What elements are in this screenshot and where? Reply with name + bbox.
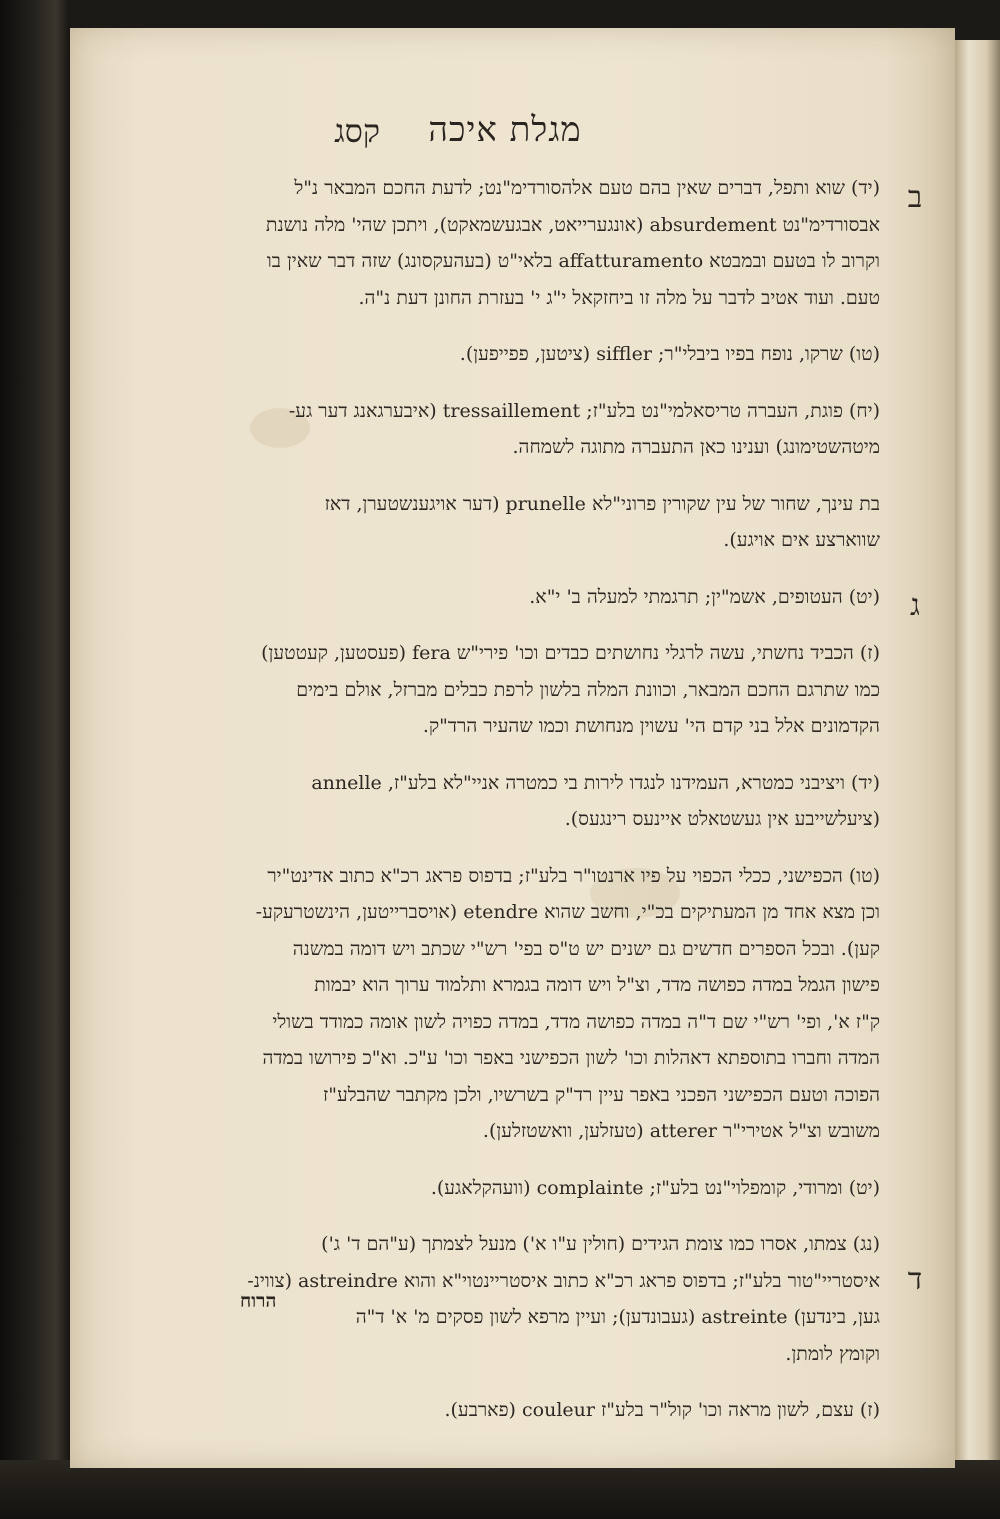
- page-header: [70, 100, 940, 170]
- text-line: (נג) צמתו, אסרו כמו צומת הגידים (חולין ע"ו א') מנעל לצמתך (ע"הם ד' ג'): [321, 1233, 880, 1255]
- text-line: (יט) העטופים, אשמ"ין; תרגמתי למעלה ב' י"א.: [529, 585, 880, 608]
- margin-letter-gimel: ג: [910, 588, 920, 623]
- text-line: (יד) ויציבני כמטרא, העמידנו לנגדו לירות בי כמטרה אניי"לא בלע"ז, annelle: [311, 771, 880, 794]
- text-line: (טו) שרקו, נופח בפיו ביבלי"ר; siffler (ציטען, פפייפען).: [459, 343, 880, 365]
- text-line: וקומץ לומתן.: [785, 1342, 880, 1365]
- commentary-text: [155, 170, 880, 1449]
- margin-letter-bet: ב: [907, 180, 923, 215]
- commentary-entry: [155, 336, 880, 373]
- text-line: בת עינך, שחור של עין שקורין פרוני"לא prunelle (דער אויגענשטערן, דאז: [324, 492, 880, 515]
- text-line: (יד) שוא ותפל, דברים שאין בהם טעם אלהסורדימ"נט; לדעת החכם המבאר נ"ל: [294, 177, 880, 199]
- commentary-entry: [155, 858, 880, 1150]
- text-line: אבסורדימ"נט absurdement (אונגערייאט, אבגעשמאקט), ויתכן שהי' מלה נושנת: [265, 213, 880, 236]
- text-line: (ציעלשייבע אין געשטאלט איינעס רינגעס).: [564, 808, 880, 830]
- commentary-entry: [155, 1392, 880, 1429]
- book-binding-bottom: [0, 1460, 1000, 1519]
- commentary-entry: [155, 170, 880, 316]
- book-binding-left: [0, 0, 70, 1519]
- text-line: טעם. ועוד אטיב לדבר על מלה זו ביחזקאל י"ג י' בעזרת החונן דעת נ"ה.: [358, 286, 880, 309]
- text-line: מיטהשטימונג) וענינו כאן התעברה מתוגה לשמחה.: [512, 436, 880, 458]
- page-number: קסג: [334, 112, 380, 150]
- text-line: וקרוב לו בטעם ובמבטא affatturamento בלאי"ט (בעהעקסונג) שזה דבר שאין בו: [266, 250, 880, 272]
- catchword: הרוח: [240, 1290, 277, 1312]
- text-line: שווארצע אים אויגע).: [723, 529, 880, 551]
- commentary-entry: [155, 393, 880, 466]
- margin-letter-dalet: ד: [907, 1262, 923, 1297]
- commentary-entry: [155, 635, 880, 745]
- text-line: וכן מצא אחד מן המעתיקים בכ"י, וחשב שהוא etendre (אויסברייטען, הינשטרעקע-: [255, 901, 880, 923]
- text-line: (ז) עצם, לשון מראה וכו' קול"ר בלע"ז couleur (פארבע).: [444, 1399, 880, 1421]
- commentary-entry: [155, 486, 880, 559]
- text-line: (טו) הכפישני, ככלי הכפוי על פיו ארנטו"ר בלע"ז; בדפוס פראג רכ"א כתוב אדינט"יר: [267, 864, 880, 887]
- text-line: (יט) ומרודי, קומפלוי"נט בלע"ז; complainte (וועהקלאגע).: [430, 1176, 880, 1199]
- text-line: (יח) פוגת, העברה טריסאלמי"נט בלע"ז; tressaillement (איבערגאנג דער גע-: [288, 399, 880, 422]
- text-line: גען, בינדען) astreinte (געבונדען); ועיין מרפא לשון פסקים מ' א' ד"ה: [355, 1306, 880, 1328]
- text-line: פישון הגמל במדה כפושה מדד, וצ"ל ויש דומה בגמרא ותלמוד ערוך הוא יבמות: [314, 974, 880, 996]
- text-line: משובש וצ"ל אטירי"ר atterer (טעזלען, וואשטזלען).: [482, 1120, 880, 1142]
- text-line: הפוכה וטעם הכפישני הפכני באפר עיין רד"ק בשרשיו, ולכן מקתבר שהבלע"ז: [322, 1083, 880, 1106]
- adjacent-page-edge: [955, 40, 1000, 1460]
- commentary-entry: [155, 765, 880, 838]
- text-line: איסטריי"טור בלע"ז; בדפוס פראג רכ"א כתוב איסטריינטוי"א והוא astreindre (צווינ-: [247, 1269, 880, 1292]
- commentary-entry: [155, 1170, 880, 1207]
- text-line: המדה וחברו בתוספתא דאהלות וכו' לשון הכפישני באפר וכו' ע"כ. וא"כ פירושו במדה: [262, 1047, 880, 1069]
- text-line: (ז) הכביד נחשתי, עשה לרגלי נחושתים כבדים וכו' פירי"ש fera (פעסטען, קעטטען): [261, 642, 880, 664]
- commentary-entry: [155, 579, 880, 616]
- running-title: מגלת איכה: [428, 110, 582, 150]
- text-line: קען). ובכל הספרים חדשים גם ישנים יש ט"ס בפי' רש"י שכתב ויש דומה במשנה: [292, 937, 880, 960]
- text-line: הקדמונים אלל בני קדם הי' עשוין מנחושת וכמו שהעיר הרד"ק.: [422, 715, 880, 737]
- text-line: ק"ז א', ופי' רש"י שם ד"ה במדה כפושה מדד, במדה כפויה לשון אומה כמודד בשולי: [272, 1010, 880, 1033]
- text-line: כמו שתרגם החכם המבאר, וכוונת המלה בלשון לרפת כבלים מברזל, אולם בימים: [296, 678, 880, 701]
